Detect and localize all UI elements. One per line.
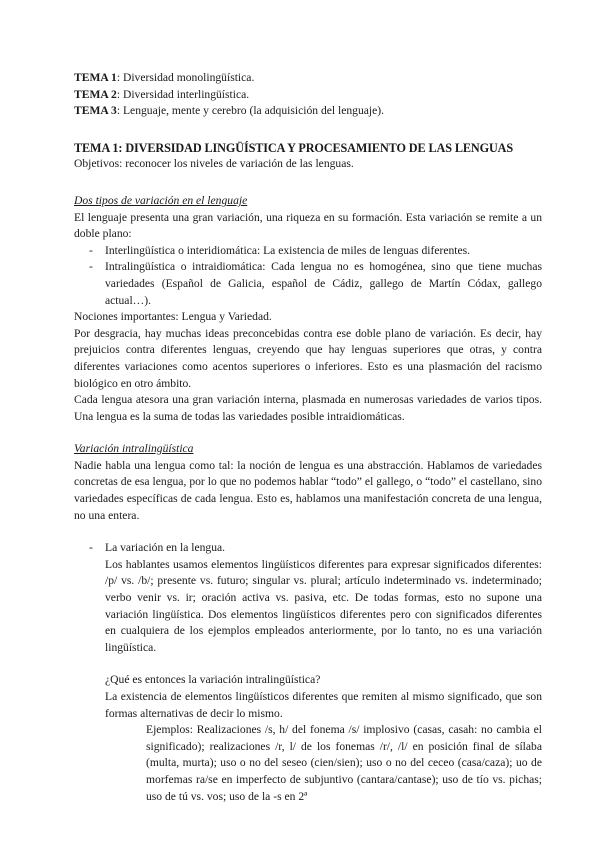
tema-label: TEMA 2 bbox=[74, 87, 117, 101]
tema-label: TEMA 3 bbox=[74, 104, 117, 118]
tema-line-3 bbox=[74, 103, 542, 120]
tema-line-2 bbox=[74, 87, 542, 104]
section-title-variation-types: Dos tipos de variación en el lenguaje bbox=[74, 193, 248, 207]
main-heading: TEMA 1: DIVERSIDAD LINGÜÍSTICA Y PROCESAMIENTO DE LAS LENGUAS bbox=[74, 140, 514, 155]
tema-text: : Diversidad interlingüística. bbox=[116, 87, 250, 101]
list-item-text: Intralingüística o intraidiomática: Cada lengua no es homogénea, sino que tiene muchas variedades (Español de Galicia, español de Cádiz, gallego de Martín Códax, gallego actual…). bbox=[105, 260, 542, 307]
nociones-paragraph: Nociones importantes: Lengua y Variedad. bbox=[74, 310, 272, 324]
question-line: ¿Qué es entonces la variación intralingüística? bbox=[105, 673, 321, 687]
tema-text: : Diversidad monolingüística. bbox=[116, 71, 255, 84]
list-item-interlinguistica bbox=[74, 243, 542, 260]
dash-bullet: - bbox=[89, 541, 93, 555]
section-intro: Nadie habla una lengua como tal: la noción de lengua es una abstracción. Hablamos de variedades concretas de esa lengua, por lo que no podemos hablar “todo” el gallego, o “todo” el castellano, sino variedades específicas de cada lengua. Esto es, hablamos una manifestación concreta de una lengua, no una entera. bbox=[74, 458, 542, 522]
variacion-body-paragraph: Los hablantes usamos elementos lingüísticos diferentes para expresar significados diferentes: /p/ vs. /b/; presente vs. futuro; singular vs. plural; artículo indeterminado vs. indeterminado; verbo venir vs. ir; oración activa vs. pasiva, etc. De todas formas, esto no supone una variación lingüística. Dos elementos lingüísticos diferentes pero con significados diferentes en cualquiera de los ejemplos empleados anteriormente, por lo tanto, no es una variación lingüística. bbox=[105, 557, 542, 654]
list-item-variacion-lengua bbox=[74, 540, 542, 557]
section-title-intralinguistica: Variación intralingüística bbox=[74, 442, 194, 456]
list-item-text: Interlingüística o interidiomática: La existencia de miles de lenguas diferentes. bbox=[105, 243, 471, 257]
answer-paragraph: La existencia de elementos lingüísticos diferentes que remiten al mismo significado, que son formas alternativas de decir lo mismo. bbox=[105, 690, 542, 720]
tema-line-1 bbox=[74, 70, 542, 87]
tema-text: : Lenguaje, mente y cerebro (la adquisición del lenguaje). bbox=[116, 104, 385, 118]
tema-label: TEMA 1 bbox=[74, 71, 117, 84]
dash-bullet: - bbox=[89, 243, 93, 257]
list-item-intralinguistica bbox=[74, 259, 542, 309]
document-body bbox=[74, 70, 542, 805]
list-item-title: La variación en la lengua. bbox=[105, 541, 226, 555]
variacion-interna-paragraph: Cada lengua atesora una gran variación interna, plasmada en numerosas variedades de varios tipos. Una lengua es la suma de todas las variedades posible intraidiomáticas. bbox=[74, 393, 542, 423]
dash-bullet: - bbox=[89, 260, 93, 274]
prejuicios-paragraph: Por desgracia, hay muchas ideas preconcebidas contra ese doble plano de variación. Es decir, hay prejuicios contra diferentes lenguas, creyendo que hay lenguas superiores que otras, y contra diferentes variaciones como acentos superiores o inferiores. Esto es una plasmación del racismo biológico en otro ámbito. bbox=[74, 326, 542, 390]
section-intro: El lenguaje presenta una gran variación, una riqueza en su formación. Esta variación se remite a un doble plano: bbox=[74, 210, 542, 241]
ejemplos-paragraph: Ejemplos: Realizaciones /s, h/ del fonema /s/ implosivo (casas, casah: no cambia el significado); realizaciones /r, l/ de los fonemas /r/, /l/ en posición final de sílaba (multa, murta); uso o no del seseo (cien/sien); uso o no del ceceo (casa/caza); uo de morfemas ra/se en imperfecto de subjuntivo (cantara/cantase); uso de tío vs. pichas; uso de tú vs. vos; uso de la -s en 2ª bbox=[146, 723, 542, 803]
objetivos: Objetivos: reconocer los niveles de variación de las lenguas. bbox=[74, 157, 354, 171]
